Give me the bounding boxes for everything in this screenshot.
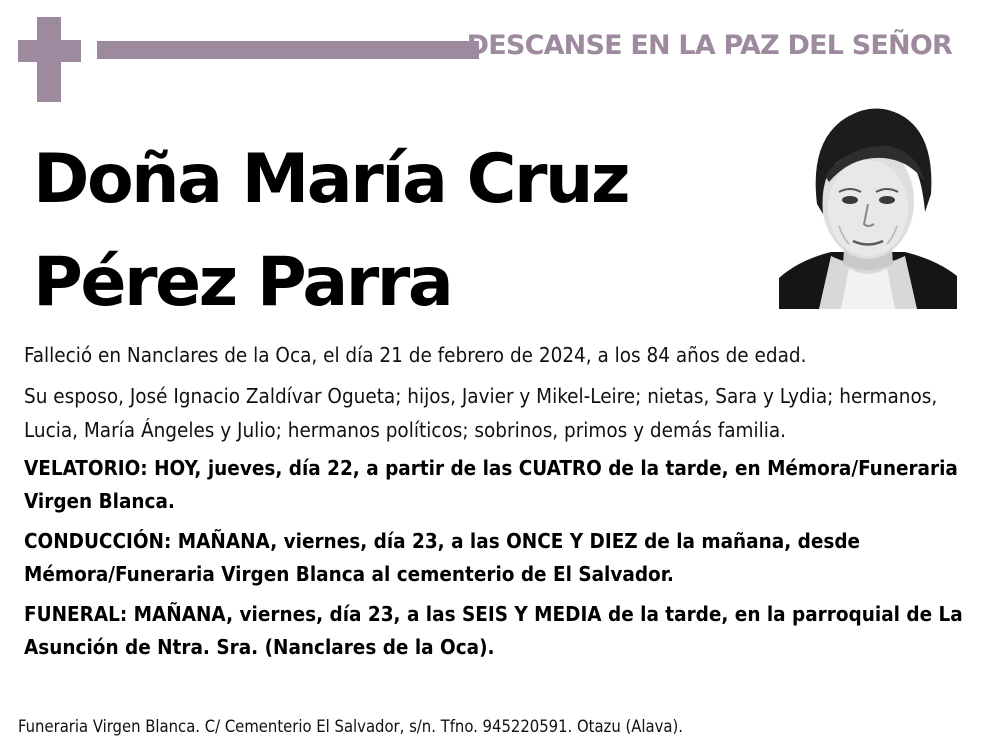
funeral-home-footer: Funeraria Virgen Blanca. C/ Cementerio El Salvador, s/n. Tfno. 945220591. Otazu (Alava). xyxy=(18,717,684,736)
family-list: Su esposo, José Ignacio Zaldívar Ogueta; hijos, Javier y Mikel-Leire; nietas, Sara y Lydia; hermanos, Lucia, María Ángeles y Julio; hermanos políticos; sobrinos, primos y demás familia. xyxy=(24,384,938,442)
death-notice: Falleció en Nanclares de la Oca, el día 21 de febrero de 2024, a los 84 años de edad. xyxy=(24,343,807,367)
procession-notice: CONDUCCIÓN: MAÑANA, viernes, día 23, a las ONCE Y DIEZ de la mañana, desde Mémora/Funeraria Virgen Blanca al cementerio de El Salvador. xyxy=(24,529,861,586)
header-title: DESCANSE EN LA PAZ DEL SEÑOR xyxy=(466,30,952,61)
obituary-body xyxy=(24,338,969,671)
deceased-name-line2: Pérez Parra xyxy=(33,243,452,322)
header-rule xyxy=(97,41,479,59)
deceased-name-line1: Doña María Cruz xyxy=(33,140,629,219)
wake-notice: VELATORIO: HOY, jueves, día 22, a partir de las CUATRO de la tarde, en Mémora/Funeraria Virgen Blanca. xyxy=(24,456,958,513)
cross-icon-bar xyxy=(18,40,81,62)
deceased-name xyxy=(33,128,753,334)
funeral-notice: FUNERAL: MAÑANA, viernes, día 23, a las SEIS Y MEDIA de la tarde, en la parroquial de La Asunción de Ntra. Sra. (Nanclares de la Oca). xyxy=(24,602,963,659)
deceased-portrait xyxy=(779,96,957,309)
